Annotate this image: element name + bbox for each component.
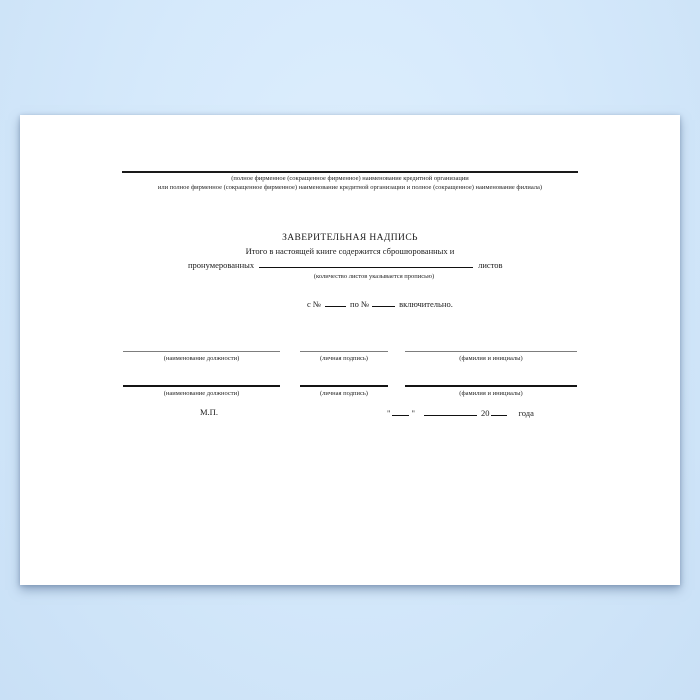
name-label: (фамилия и инициалы) — [459, 355, 523, 362]
signature-position-field — [123, 351, 280, 362]
position-label: (наименование должности) — [163, 390, 240, 397]
name-label: (фамилия и инициалы) — [459, 390, 523, 397]
signature-sign-field — [300, 351, 388, 362]
date-open-quote: " — [387, 408, 391, 418]
summary-line2-prefix: пронумерованных — [188, 260, 255, 270]
signature-row-1 — [20, 351, 680, 369]
range-to-label: по № — [350, 299, 370, 309]
signature-name-field — [405, 351, 577, 362]
range-from-blank-field — [325, 298, 346, 307]
org-note-line2: или полное фирменное (сокращенное фирменное) наименование кредитной организации и полное (сокращенное) наименование филиала) — [157, 183, 543, 191]
date-day-blank-field — [392, 407, 409, 416]
range-inclusive-label: включительно. — [399, 299, 453, 309]
date-month-blank-field — [424, 407, 477, 416]
document-page — [20, 115, 680, 585]
org-note-line1: (полное фирменное (сокращенное фирменное) наименование кредитной организации — [231, 175, 469, 182]
signature-label: (личная подпись) — [320, 390, 368, 397]
summary-line1: Итого в настоящей книге содержится сброшюрованных и — [245, 246, 455, 256]
signature-position-field — [123, 385, 280, 397]
date-year-blank-field — [491, 407, 507, 416]
range-from-label: с № — [307, 299, 322, 309]
document-title: ЗАВЕРИТЕЛЬНАЯ НАДПИСЬ — [282, 233, 418, 243]
footer-row — [20, 407, 680, 421]
sheet-range-line — [307, 298, 453, 309]
position-label: (наименование должности) — [163, 355, 240, 362]
org-name-rule — [122, 171, 578, 173]
signature-label: (личная подпись) — [320, 355, 368, 362]
count-note: (количество листов указывается прописью) — [313, 273, 435, 280]
summary-line2 — [188, 259, 503, 270]
stamp-place-label: М.П. — [200, 407, 218, 417]
signature-row-2 — [20, 385, 680, 403]
date-year-prefix: 20 — [480, 408, 490, 418]
summary-line2-suffix: листов — [478, 260, 503, 270]
range-to-blank-field — [372, 298, 395, 307]
date-line — [387, 407, 534, 418]
date-close-quote: " — [411, 408, 415, 418]
date-year-suffix: года — [518, 408, 534, 418]
signature-sign-field — [300, 385, 388, 397]
signature-name-field — [405, 385, 577, 397]
sheet-count-blank-field — [259, 259, 473, 268]
org-name-notes — [20, 175, 680, 192]
